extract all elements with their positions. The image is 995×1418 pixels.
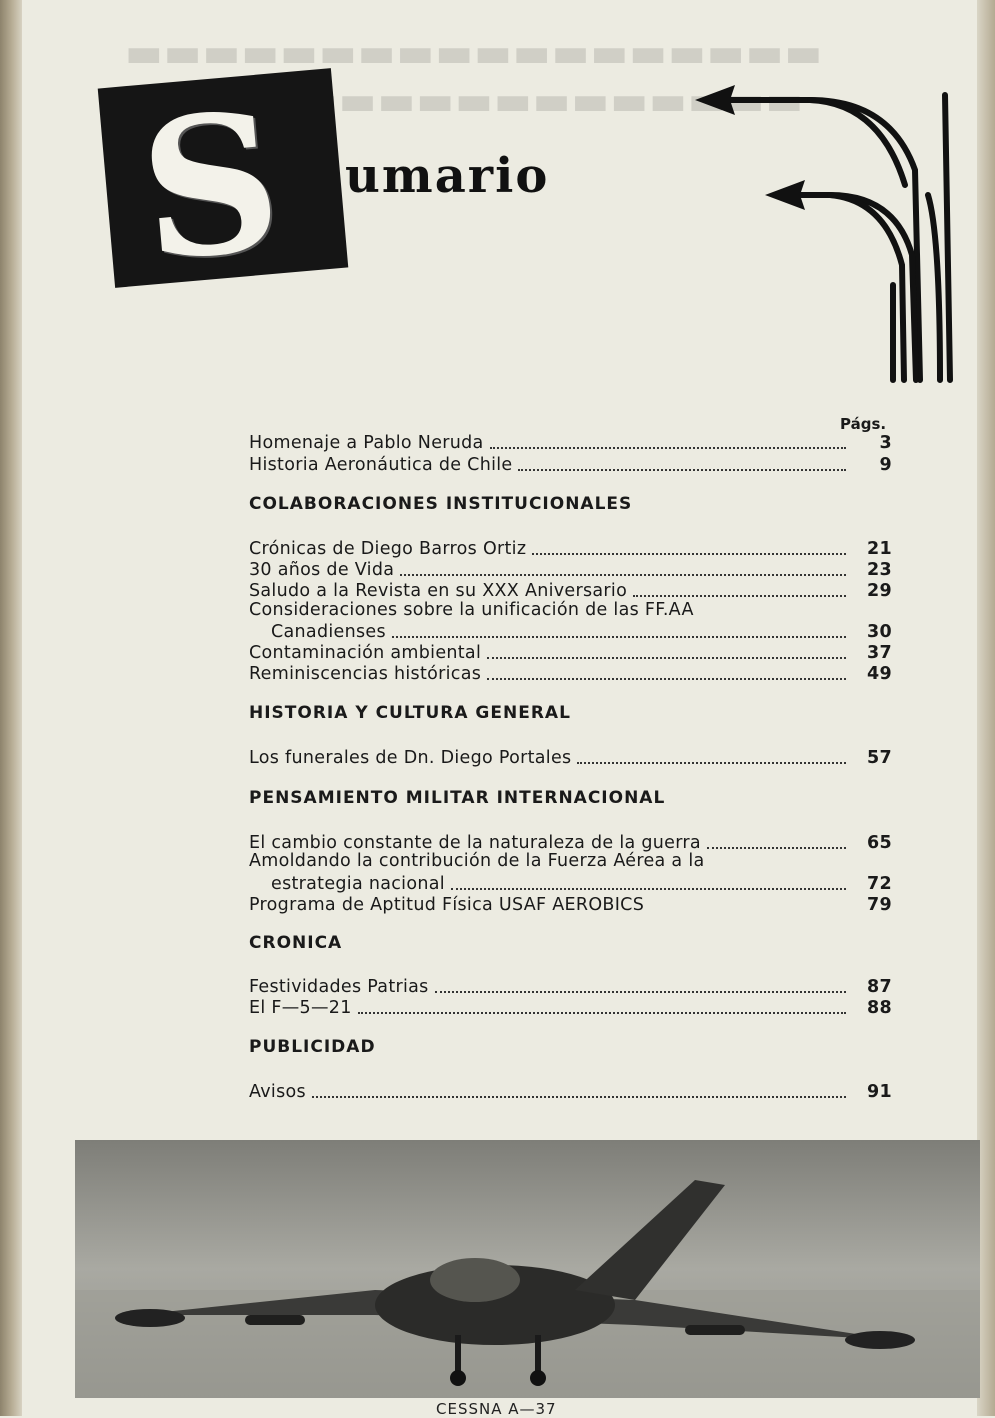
dot-leader — [633, 595, 846, 597]
toc-entry-title: Reminiscencias históricas — [249, 664, 482, 684]
toc-entry-page: 9 — [879, 455, 892, 475]
toc-entry-title: El F—5—21 — [249, 998, 352, 1018]
dot-leader — [358, 1012, 846, 1014]
jet-aircraft-icon — [75, 1140, 980, 1398]
toc-entry-title: Programa de Aptitud Física USAF AEROBICS — [249, 895, 645, 915]
toc-entry-title: Los funerales de Dn. Diego Portales — [249, 748, 572, 768]
dot-leader — [490, 447, 846, 449]
logo-letter: S — [132, 69, 289, 304]
dot-leader — [532, 553, 846, 555]
toc-entry-page: 87 — [867, 977, 892, 997]
toc-entry-page: 21 — [867, 539, 892, 559]
toc-entry[interactable] — [249, 430, 892, 454]
aircraft-photo — [75, 1140, 980, 1398]
photo-caption: CESSNA A—37 — [436, 1400, 557, 1418]
toc-entry-title[interactable]: Consideraciones sobre la unificación de las FF.AA — [249, 600, 694, 620]
section-heading: PUBLICIDAD — [249, 1037, 376, 1057]
pages-column-label: Págs. — [840, 415, 887, 433]
toc-entry-page: 72 — [867, 874, 892, 894]
toc-entry-title: El cambio constante de la naturaleza de la guerra — [249, 833, 701, 853]
toc-entry-page: 30 — [867, 622, 892, 642]
dot-leader — [400, 574, 846, 576]
toc-entry[interactable] — [249, 661, 892, 685]
page-binding-edge — [0, 0, 22, 1416]
dot-leader — [451, 888, 846, 890]
page-title: umario — [345, 148, 550, 204]
toc-entry-title: Festividades Patrias — [249, 977, 429, 997]
toc-entry[interactable] — [249, 452, 892, 476]
toc-entry[interactable] — [249, 892, 892, 916]
toc-entry-page: 57 — [867, 748, 892, 768]
toc-entry-title: estrategia nacional — [271, 874, 445, 894]
toc-entry-page: 49 — [867, 664, 892, 684]
toc-entry-title: Crónicas de Diego Barros Ortiz — [249, 539, 527, 559]
dot-leader — [650, 909, 846, 911]
toc-entry-page: 23 — [867, 560, 892, 580]
dot-leader — [435, 991, 846, 993]
toc-entry-title[interactable]: Amoldando la contribución de la Fuerza Aérea a la — [249, 851, 705, 871]
dot-leader — [487, 678, 846, 680]
toc-entry[interactable] — [249, 1079, 892, 1103]
dot-leader — [487, 657, 846, 659]
section-heading: COLABORACIONES INSTITUCIONALES — [249, 494, 633, 514]
toc-entry-title: Canadienses — [271, 622, 386, 642]
show-through-shadow: ▬▬▬▬▬▬▬▬▬▬▬▬▬▬▬▬▬▬ — [125, 30, 824, 76]
toc-entry-page: 88 — [867, 998, 892, 1018]
toc-entry-page: 65 — [867, 833, 892, 853]
toc-entry-page: 29 — [867, 581, 892, 601]
section-heading: HISTORIA Y CULTURA GENERAL — [249, 703, 571, 723]
show-through-shadow: ▬▬▬▬▬▬▬▬▬▬▬▬▬ — [300, 78, 805, 124]
dot-leader — [577, 762, 846, 764]
toc-entry-page: 79 — [867, 895, 892, 915]
section-heading: CRONICA — [249, 933, 343, 953]
toc-entry-title: Contaminación ambiental — [249, 643, 482, 663]
arrow-head-icon — [765, 180, 805, 210]
toc-entry-title: Homenaje a Pablo Neruda — [249, 433, 484, 453]
toc-entry-title: 30 años de Vida — [249, 560, 395, 580]
toc-entry[interactable] — [249, 995, 892, 1019]
dot-leader — [312, 1096, 846, 1098]
toc-entry-title: Avisos — [249, 1082, 306, 1102]
toc-entry-title: Historia Aeronáutica de Chile — [249, 455, 513, 475]
toc-entry[interactable] — [249, 745, 892, 769]
arrow-head-icon — [695, 85, 735, 115]
toc-entry-page: 37 — [867, 643, 892, 663]
toc-entry-title: Saludo a la Revista en su XXX Aniversario — [249, 581, 628, 601]
arrows-graphic — [690, 75, 960, 385]
dot-leader — [392, 636, 846, 638]
dot-leader — [707, 847, 846, 849]
toc-entry-page: 91 — [867, 1082, 892, 1102]
section-heading: PENSAMIENTO MILITAR INTERNACIONAL — [249, 788, 666, 808]
toc-entry-page: 3 — [879, 433, 892, 453]
dot-leader — [518, 469, 846, 471]
